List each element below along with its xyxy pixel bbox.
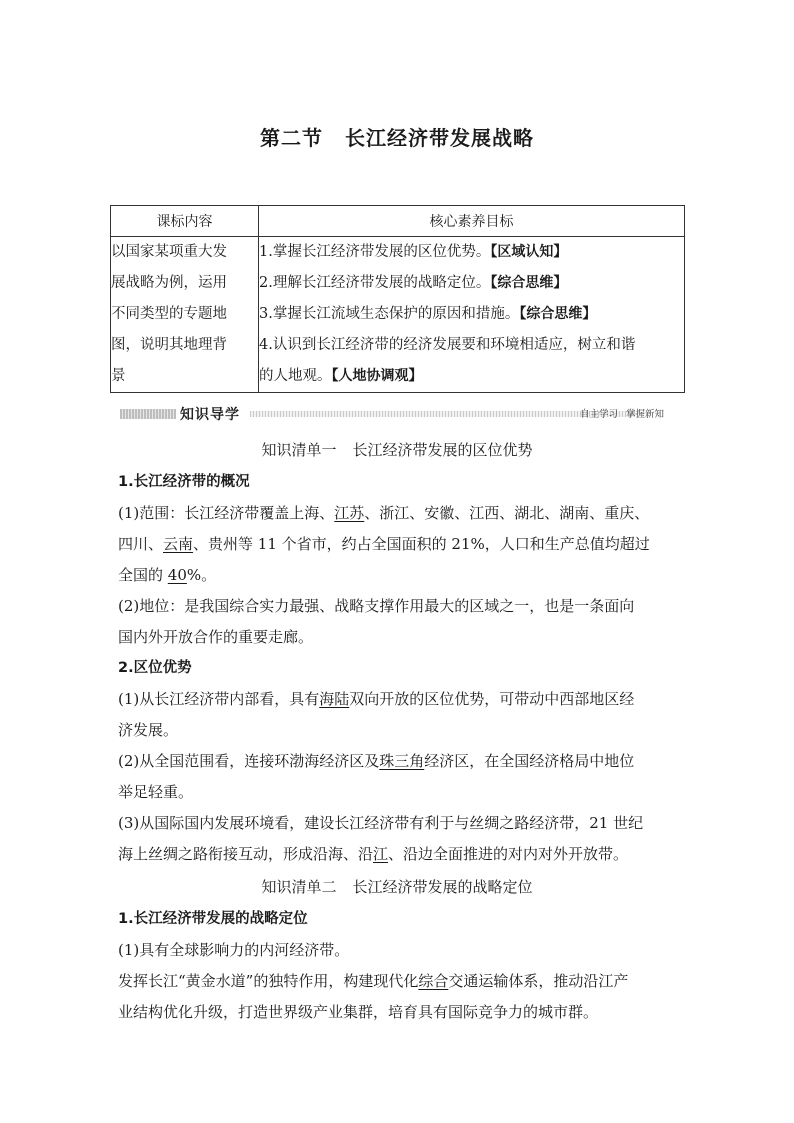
banner-right-text: 自主学习 掌握新知 [579,409,664,420]
banner-decoration-stripe [250,411,636,417]
paragraph-line: 四川、云南、贵州等 11 个省市，约占全国面积的 21%，人口和生产总值均超过 [118,535,650,553]
page-title [0,122,794,151]
title-section-number: 第二节 [260,126,323,150]
curriculum-line: 不同类型的专题地 [111,306,227,322]
goal-line: 的人地观。【人地协调观】 [259,368,423,384]
title-name: 长江经济带发展战略 [345,126,534,150]
underlined-answer: 珠三角 [379,752,425,770]
paragraph-line: (1)具有全球影响力的内河经济带。 [118,941,350,959]
goal-line: 4.认识到长江经济带的经济发展要和环境相适应，树立和谐 [259,337,636,353]
knowledge-guide-banner [120,404,676,424]
underlined-answer: 40 [167,566,187,584]
goal-line: 3.掌握长江流域生态保护的原因和措施。【综合思维】 [259,306,597,322]
section2-heading: 知识清单二 长江经济带发展的战略定位 [261,878,533,896]
paragraph-line: 济发展。 [118,721,179,739]
banner-decoration-left [120,409,176,419]
underlined-answer: 海陆 [319,690,350,708]
paragraph-line: (3)从国际国内发展环境看，建设长江经济带有利于与丝绸之路经济带，21 世纪 [118,814,644,832]
paragraph-line: (2)从全国范围看，连接环渤海经济区及珠三角经济区，在全国经济格局中地位 [118,752,635,770]
underlined-answer: 综合 [418,972,449,990]
banner-label: 知识导学 [180,407,240,423]
section1-subheading-overview: 1.长江经济带的概况 [118,474,250,490]
table-row [111,237,685,393]
goal-line: 2.理解长江经济带发展的战略定位。【综合思维】 [259,275,568,291]
goal-tag: 【区域认知】 [490,244,568,260]
core-literacy-cell [259,237,685,393]
curriculum-content-cell [111,237,259,393]
paragraph-line: 举足轻重。 [118,783,194,801]
goal-tag: 【人地协调观】 [331,368,423,384]
paragraph-line: 业结构优化升级，打造世界级产业集群，培育具有国际竞争力的城市群。 [118,1003,599,1021]
underlined-answer: 江 [373,845,389,863]
goal-line: 1.掌握长江经济带发展的区位优势。【区域认知】 [259,244,568,260]
header-curriculum: 课标内容 [111,206,259,237]
paragraph-line: (2)地位：是我国综合实力最强、战略支撑作用最大的区域之一，也是一条面向 [118,597,635,615]
paragraph-line: 海上丝绸之路衔接互动，形成沿海、沿江、沿边全面推进的对内对外开放带。 [118,845,629,863]
paragraph-line: 国内外开放合作的重要走廊。 [118,628,314,646]
section2-subheading-positioning: 1.长江经济带发展的战略定位 [118,911,308,927]
curriculum-line: 以国家某项重大发 [111,244,227,260]
underlined-answer: 云南 [163,535,194,553]
goal-tag: 【综合思维】 [519,306,597,322]
header-core-literacy: 核心素养目标 [259,206,685,237]
goal-tag: 【综合思维】 [490,275,568,291]
section1-heading: 知识清单一 长江经济带发展的区位优势 [261,441,533,459]
curriculum-line: 图，说明其地理背 [111,337,227,353]
curriculum-line: 展战略为例，运用 [111,275,227,291]
curriculum-line: 景 [111,368,126,384]
section1-subheading-advantages: 2.区位优势 [118,660,192,676]
paragraph-line: (1)范围：长江经济带覆盖上海、江苏、浙江、安徽、江西、湖北、湖南、重庆、 [118,504,650,522]
table-header-row [111,206,685,237]
paragraph-line: 发挥长江“黄金水道”的独特作用，构建现代化综合交通运输体系，推动沿江产 [118,972,629,990]
underlined-answer: 江苏 [334,504,365,522]
paragraph-line: (1)从长江经济带内部看，具有海陆双向开放的区位优势，可带动中西部地区经 [118,690,635,708]
curriculum-table [110,205,685,393]
paragraph-line: 全国的 40%。 [118,566,217,584]
